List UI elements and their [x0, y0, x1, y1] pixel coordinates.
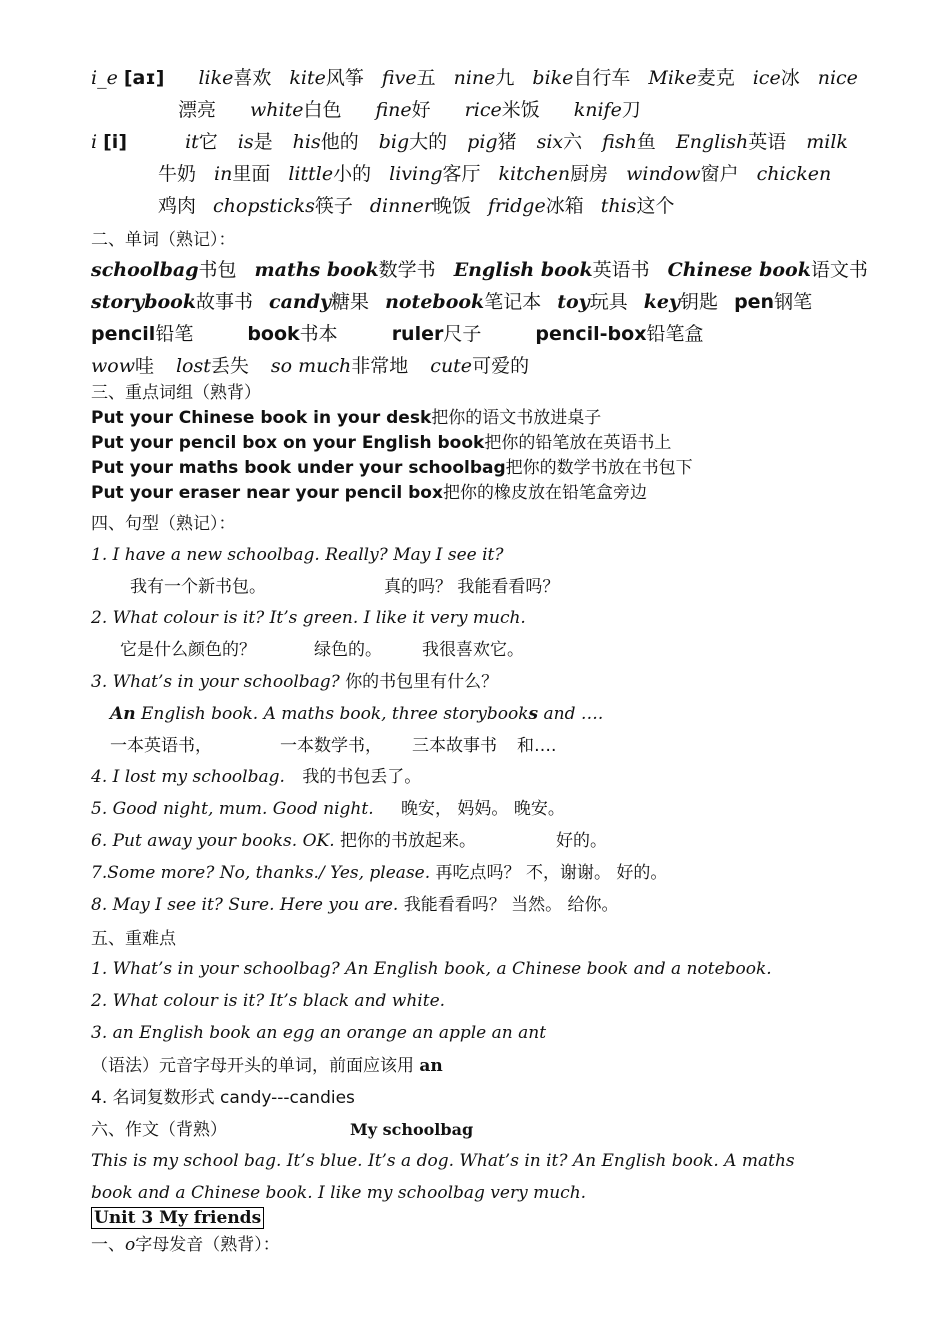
word-pair-6 [757, 163, 832, 185]
sentence-1-cn [130, 575, 862, 599]
word-pair-4 [532, 67, 630, 89]
vocab-pair-cn: 糖果 [331, 291, 370, 313]
word-pair-en: rice [464, 99, 502, 121]
word-pair-4 [467, 131, 516, 153]
sentence-8-cn: 我能看看吗？ 当然。 给你。 [403, 895, 619, 915]
word-pair-en: little [288, 163, 334, 185]
word-pair-2 [382, 67, 436, 89]
unit3-sub-o: o [125, 1235, 136, 1255]
vocab-pair-cn: 哇 [134, 355, 154, 377]
section2-row1 [91, 258, 868, 282]
sentence-2-cn-c: 我很喜欢它。 [422, 640, 524, 660]
sentence-7-cn: 再吃点吗？ 不，谢谢。 好的。 [435, 863, 668, 883]
phonics-ie-ipa: [aɪ] [123, 67, 165, 89]
vocab-pair-en: book [247, 323, 300, 345]
word-pair-cn: 窗户 [700, 163, 739, 185]
vocab-pair-en: pencil-box [535, 323, 647, 345]
word-pair-cn: 厨房 [570, 163, 609, 185]
section4-heading: 四、句型（熟记）： [91, 514, 236, 534]
word-pair-cn: 小的 [333, 163, 372, 185]
word-pair-5 [648, 67, 734, 89]
vocab-pair-4 [644, 291, 718, 313]
word-pair-en: his [292, 131, 321, 153]
word-pair-en: kitchen [498, 163, 571, 185]
vocab-pair-cn: 尺子 [443, 323, 482, 345]
phrase-cn: 把你的数学书放在书包下 [505, 458, 693, 478]
word-pair-cn: 筷子 [314, 195, 353, 217]
vocab-pair-0 [91, 323, 193, 345]
word-pair-en: chopsticks [213, 195, 315, 217]
vocab-pair-cn: 钥匙 [680, 291, 719, 313]
sentence-5 [91, 797, 862, 821]
word-pair-3 [465, 99, 540, 121]
word-pair-cn: 漂亮 [178, 99, 217, 121]
word-pair-en: Mike [648, 67, 697, 89]
vocab-pair-en: storybook [91, 291, 196, 313]
sentence-7-en: 7.Some more? No, thanks./ Yes, please. [91, 863, 431, 883]
word-pair-6 [753, 67, 800, 89]
word-pair-cn: 白色 [303, 99, 342, 121]
vocab-pair-cn: 钢笔 [774, 291, 813, 313]
word-pair-cn: 猪 [497, 131, 517, 153]
keypoint-1: 1. What’s in your schoolbag? An English book, a Chinese book and a notebook. [91, 959, 772, 979]
vocab-pair-5 [734, 291, 812, 313]
keypoint-3: 3. an English book an egg an orange an apple an ant [91, 1023, 547, 1043]
sentence-7 [91, 861, 862, 885]
word-pair-1 [250, 99, 341, 121]
word-pair-en: milk [806, 131, 848, 153]
phrase-cn: 把你的铅笔放在英语书上 [484, 433, 672, 453]
word-pair-en: fine [375, 99, 412, 121]
vocab-pair-3 [668, 259, 868, 281]
word-pair-en: this [600, 195, 637, 217]
vocab-pair-en: pen [734, 291, 775, 313]
vocab-pair-2 [392, 323, 482, 345]
vocab-pair-cn: 书本 [299, 323, 338, 345]
section6-heading-row [91, 1118, 862, 1142]
sentence-1-cn-a: 我有一个新书包。 [130, 577, 266, 597]
sentence-2-cn-a: 它是什么颜色的？ [120, 640, 256, 660]
phrase-2 [91, 431, 862, 455]
word-pair-2 [293, 131, 359, 153]
word-pair-en: six [536, 131, 564, 153]
word-pair-en: dinner [369, 195, 433, 217]
sentence-5-en: 5. Good night, mum. Good night. [91, 799, 374, 819]
section6-heading: 六、作文（背熟） [91, 1120, 227, 1140]
word-pair-en: nine [453, 67, 496, 89]
word-pair-2 [288, 163, 371, 185]
word-pair-3 [454, 67, 515, 89]
vocab-pair-0 [91, 355, 154, 377]
word-pair-8 [806, 131, 848, 153]
composition-title: My schoolbag [350, 1120, 474, 1139]
composition-line-1: This is my school bag. It’s blue. It’s a dog. What’s in it? An English book. A maths [91, 1151, 795, 1171]
word-pair-cn: 牛奶 [158, 163, 197, 185]
sentence-6 [91, 829, 862, 853]
vocab-pair-cn: 书包 [198, 259, 237, 281]
word-pair-5 [537, 131, 583, 153]
phonics-i-words-3 [158, 195, 691, 217]
word-pair-en: chicken [756, 163, 832, 185]
sentence-2-en: 2. What colour is it? It’s green. I like it very much. [91, 608, 526, 628]
vocab-pair-en: key [643, 291, 681, 313]
vocab-pair-3 [535, 323, 703, 345]
word-pair-en: fridge [487, 195, 546, 217]
grammar-note [91, 1054, 862, 1078]
word-pair-en: big [378, 131, 410, 153]
unit3-title-row [91, 1206, 862, 1230]
vocab-pair-cn: 故事书 [196, 291, 254, 313]
phonics-i-line2 [158, 162, 862, 186]
vocab-pair-cn: 非常地 [351, 355, 409, 377]
phonics-ie-words [198, 67, 875, 89]
sentence-3-en: 3. What’s in your schoolbag? [91, 672, 340, 692]
word-pair-en: knife [573, 99, 622, 121]
sentence-3-cn: 你的书包里有什么？ [345, 672, 499, 692]
vocab-pair-en: schoolbag [91, 259, 199, 281]
word-pair-cn: 九 [495, 67, 515, 89]
sentence-3b-rest2: and …. [538, 704, 604, 724]
vocab-pair-3 [557, 291, 628, 313]
word-pair-en: ice [752, 67, 781, 89]
sentence-5-cn: 晚安， 妈妈。 晚安。 [401, 799, 565, 819]
vocab-pair-en: maths book [254, 259, 379, 281]
phrase-3 [91, 456, 862, 480]
word-pair-en: five [381, 67, 417, 89]
word-pair-cn: 这个 [636, 195, 675, 217]
word-pair-en: pig [467, 131, 498, 153]
section3-heading: 三、重点词组（熟背） [91, 383, 261, 403]
word-pair-cn: 它 [198, 131, 218, 153]
phrase-en: Put your Chinese book in your desk [91, 408, 432, 428]
unit3-subheading [91, 1233, 862, 1257]
sentence-6-cn-b: 好的。 [556, 831, 608, 851]
phonics-ie-line2 [178, 98, 862, 122]
phonics-i-label: i [91, 131, 98, 153]
word-pair-5 [626, 163, 738, 185]
vocab-pair-2 [271, 355, 408, 377]
sentence-3c-a: 一本英语书， [110, 736, 212, 756]
sentence-4 [91, 765, 862, 789]
word-pair-0 [185, 131, 218, 153]
word-pair-en: like [198, 67, 234, 89]
word-pair-4 [574, 99, 641, 121]
vocab-pair-en: toy [557, 291, 590, 313]
sentence-3b-an: An [110, 704, 136, 724]
vocab-pair-en: notebook [385, 291, 485, 313]
sentence-1-cn-b: 真的吗？ 我能看看吗？ [384, 577, 560, 597]
sentence-8-en: 8. May I see it? Sure. Here you are. [91, 895, 399, 915]
section2-row2 [91, 290, 862, 314]
sentence-3c-d: 和…. [517, 736, 557, 756]
phrase-en: Put your pencil box on your English book [91, 433, 485, 453]
sentence-3b [110, 702, 862, 726]
vocab-pair-3 [430, 355, 529, 377]
word-pair-en: English [675, 131, 749, 153]
sentence-8 [91, 893, 862, 917]
vocab-pair-1 [176, 355, 249, 377]
word-pair-cn: 冰 [780, 67, 800, 89]
phrase-en: Put your maths book under your schoolbag [91, 458, 506, 478]
sentence-1-en: 1. I have a new schoolbag. Really? May I see it? [91, 545, 504, 565]
word-pair-cn: 鸡肉 [158, 195, 197, 217]
sentence-3c-b: 一本数学书， [280, 736, 382, 756]
word-pair-en: in [214, 163, 233, 185]
vocab-pair-cn: 铅笔 [155, 323, 194, 345]
section2-row3 [91, 322, 862, 346]
word-pair-7 [818, 67, 858, 89]
sentence-6-en: 6. Put away your books. OK. [91, 831, 335, 851]
word-pair-en: nice [817, 67, 858, 89]
vocab-pair-en: ruler [391, 323, 444, 345]
word-pair-cn: 好 [411, 99, 431, 121]
word-pair-cn: 客厅 [442, 163, 481, 185]
section2-row4 [91, 354, 862, 378]
vocab-pair-cn: 玩具 [589, 291, 628, 313]
word-pair-1 [214, 163, 270, 185]
word-pair-cn: 麦克 [696, 67, 735, 89]
vocab-pair-1 [269, 291, 369, 313]
word-pair-cn: 大的 [409, 131, 448, 153]
vocab-pair-cn: 铅笔盒 [646, 323, 704, 345]
unit3-title: Unit 3 My friends [91, 1207, 264, 1229]
unit3-sub-b: 字母发音（熟背）： [135, 1235, 280, 1255]
word-pair-7 [676, 131, 786, 153]
grammar-note-text: （语法）元音字母开头的单词，前面应该用 [91, 1056, 414, 1076]
word-pair-3 [389, 163, 480, 185]
vocab-pair-en: wow [91, 355, 135, 377]
vocab-pair-en: pencil [91, 323, 156, 345]
word-pair-0 [198, 67, 271, 89]
vocab-pair-en: so much [270, 355, 352, 377]
sentence-4-cn: 我的书包丢了。 [302, 767, 422, 787]
sentence-6-cn-a: 把你的书放起来。 [340, 831, 477, 851]
vocab-pair-1 [255, 259, 436, 281]
sentence-3c-c: 三本故事书 [412, 736, 497, 756]
sentence-3b-rest1: English book. A maths book, three storybook [135, 704, 529, 724]
sentence-4-en: 4. I lost my schoolbag. [91, 767, 285, 787]
phonics-ie-words-2 [178, 99, 675, 121]
word-pair-cn: 是 [253, 131, 273, 153]
vocab-pair-0 [91, 291, 253, 313]
phonics-i-words-2 [158, 163, 849, 185]
word-pair-1 [289, 67, 364, 89]
phrase-4 [91, 481, 862, 505]
phrase-cn: 把你的语文书放进桌子 [431, 408, 602, 428]
word-pair-cn: 里面 [232, 163, 271, 185]
word-pair-2 [376, 99, 431, 121]
word-pair-cn: 鱼 [636, 131, 656, 153]
vocab-pair-en: English book [453, 259, 593, 281]
word-pair-en: kite [289, 67, 326, 89]
phonics-i-ipa: [i] [103, 131, 128, 153]
keypoint-4-num: 4. [91, 1088, 108, 1108]
unit3-sub-a: 一、 [91, 1235, 125, 1255]
vocab-pair-0 [91, 259, 237, 281]
word-pair-en: fish [602, 131, 637, 153]
word-pair-6 [602, 131, 656, 153]
grammar-note-an: an [419, 1056, 443, 1076]
phonics-ie-line1 [91, 66, 862, 90]
word-pair-cn: 六 [563, 131, 583, 153]
vocab-pair-2 [454, 259, 650, 281]
word-pair-cn: 晚饭 [432, 195, 471, 217]
vocab-pair-en: candy [269, 291, 332, 313]
word-pair-en: white [250, 99, 304, 121]
section5-heading: 五、重难点 [91, 929, 176, 949]
word-pair-0 [158, 163, 196, 185]
keypoint-4-cn: 名词复数形式 [112, 1088, 215, 1108]
phrase-cn: 把你的橡皮放在铅笔盒旁边 [442, 483, 647, 503]
sentence-2-cn-b: 绿色的。 [314, 640, 382, 660]
word-pair-0 [158, 195, 196, 217]
word-pair-3 [488, 195, 584, 217]
phonics-i-line3 [158, 194, 862, 218]
word-pair-cn: 喜欢 [233, 67, 272, 89]
word-pair-en: bike [532, 67, 574, 89]
word-pair-cn: 风筝 [325, 67, 364, 89]
word-pair-3 [379, 131, 447, 153]
sentence-3c-cn [110, 734, 862, 758]
word-pair-cn: 冰箱 [545, 195, 584, 217]
word-pair-cn: 自行车 [573, 67, 631, 89]
word-pair-en: window [626, 163, 701, 185]
phonics-ie-label: i_e [91, 67, 118, 89]
vocab-pair-cn: 可爱的 [472, 355, 530, 377]
word-pair-cn: 五 [416, 67, 436, 89]
phonics-i-line1 [91, 130, 862, 154]
word-pair-cn: 米饭 [501, 99, 540, 121]
vocab-pair-cn: 语文书 [810, 259, 868, 281]
composition-line-2: book and a Chinese book. I like my schoolbag very much. [91, 1183, 587, 1203]
phonics-i-words [185, 131, 868, 153]
word-pair-4 [601, 195, 675, 217]
vocab-pair-en: lost [175, 355, 211, 377]
vocab-pair-en: Chinese book [667, 259, 811, 281]
section2-heading: 二、单词（熟记）： [91, 230, 236, 250]
keypoint-4-en: candy---candies [214, 1088, 355, 1108]
phrase-1 [91, 406, 862, 430]
sentence-2-cn [120, 638, 862, 662]
sentence-3b-s: s [528, 704, 539, 724]
phrase-en: Put your eraser near your pencil box [91, 483, 443, 503]
vocab-pair-cn: 丢失 [210, 355, 249, 377]
word-pair-cn: 刀 [621, 99, 641, 121]
word-pair-2 [370, 195, 471, 217]
word-pair-1 [238, 131, 273, 153]
word-pair-0 [178, 99, 216, 121]
vocab-pair-en: cute [430, 355, 473, 377]
word-pair-en: it [185, 131, 199, 153]
vocab-pair-cn: 英语书 [592, 259, 650, 281]
word-pair-cn: 他的 [320, 131, 359, 153]
sentence-3 [91, 670, 862, 694]
vocab-pair-2 [385, 291, 541, 313]
vocab-pair-1 [247, 323, 337, 345]
vocab-pair-cn: 数学书 [378, 259, 436, 281]
word-pair-4 [499, 163, 609, 185]
word-pair-en: is [237, 131, 254, 153]
word-pair-cn: 英语 [748, 131, 787, 153]
keypoint-2: 2. What colour is it? It’s black and white. [91, 991, 446, 1011]
keypoint-4 [91, 1086, 862, 1110]
vocab-pair-cn: 笔记本 [484, 291, 542, 313]
word-pair-en: living [389, 163, 443, 185]
word-pair-1 [213, 195, 353, 217]
